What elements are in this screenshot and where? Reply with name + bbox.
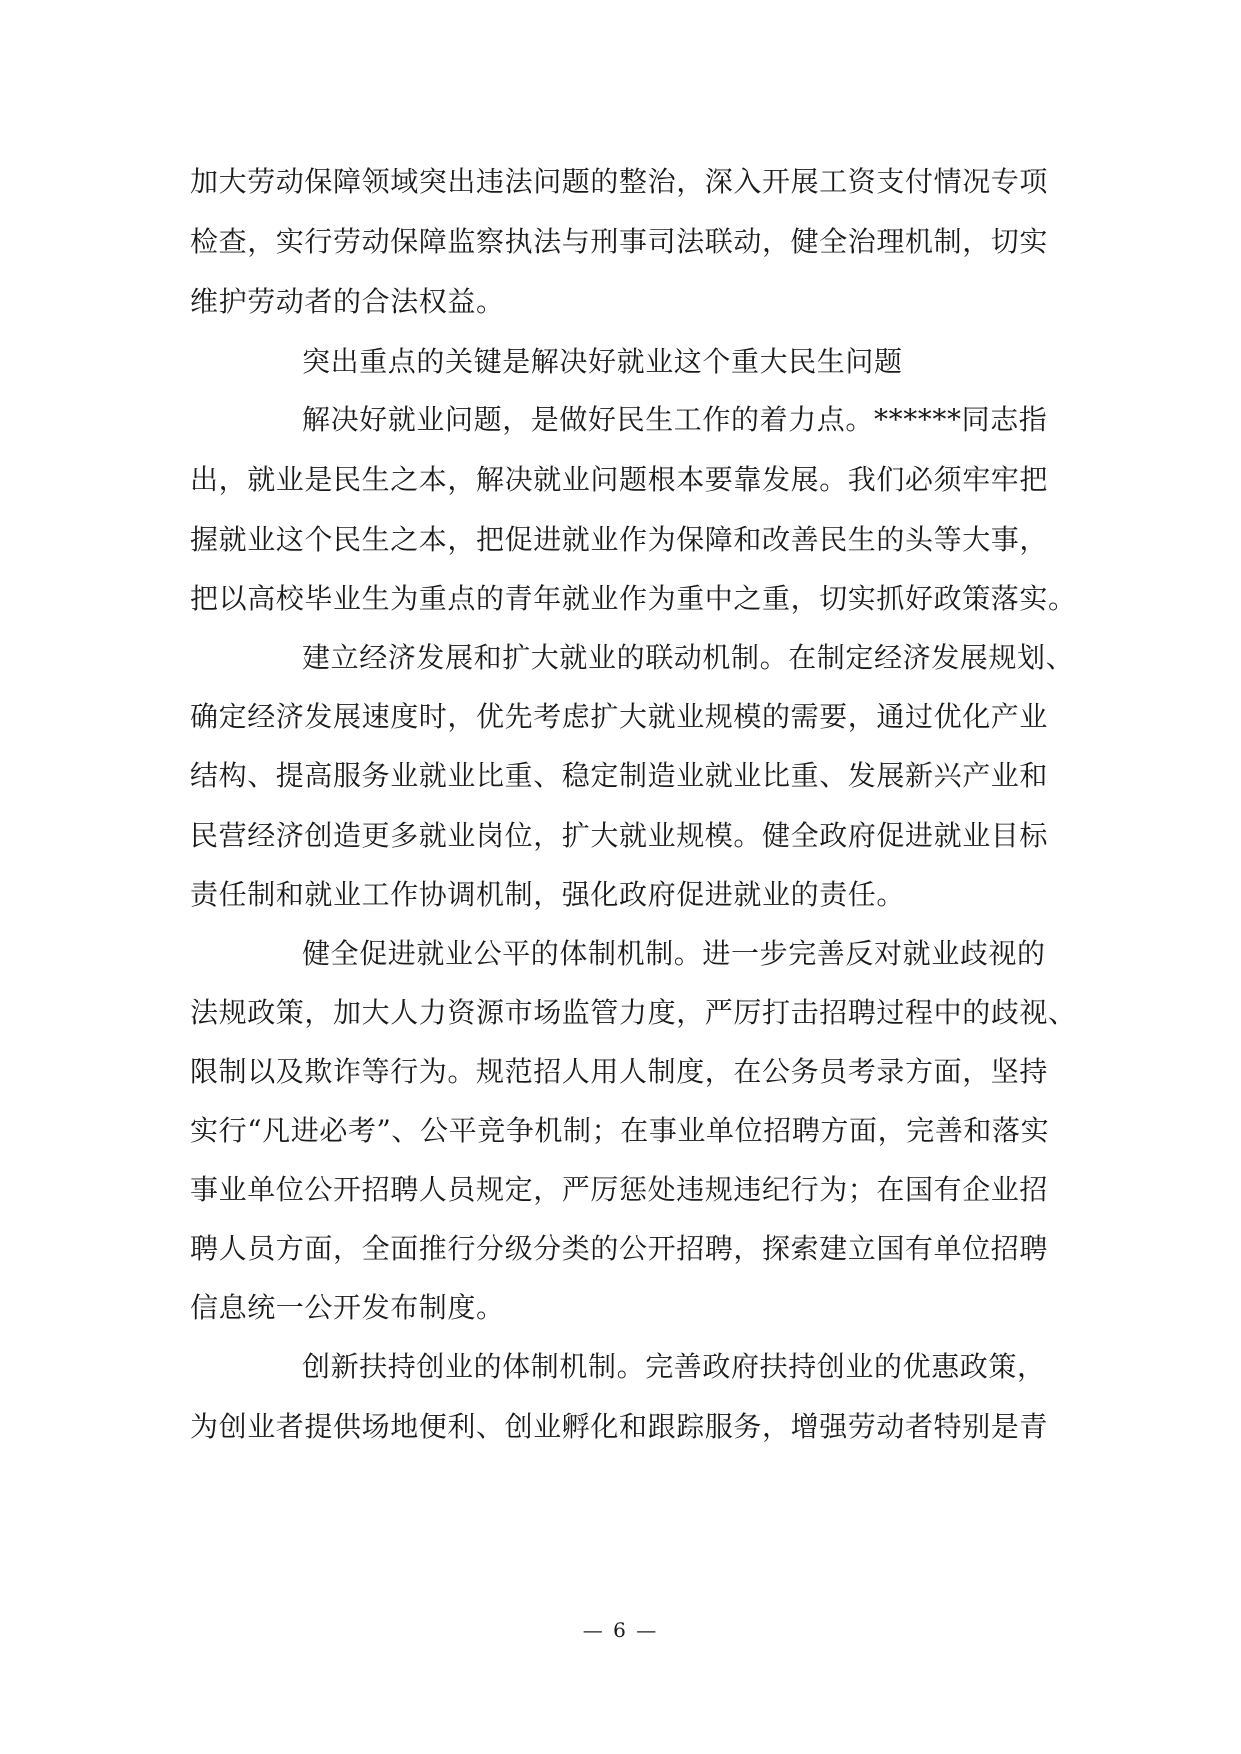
body-line: 检查，实行劳动保障监察执法与刑事司法联动，健全治理机制，切实 xyxy=(190,225,1049,258)
body-line: 民营经济创造更多就业岗位，扩大就业规模。健全政府促进就业目标 xyxy=(190,819,1049,852)
body-line: 信息统一公开发布制度。 xyxy=(190,1291,505,1324)
body-line: 结构、提高服务业就业比重、稳定制造业就业比重、发展新兴产业和 xyxy=(190,759,1049,792)
body-line: 建立经济发展和扩大就业的联动机制。在制定经济发展规划、 xyxy=(302,641,1075,674)
body-line: 出，就业是民生之本，解决就业问题根本要靠发展。我们必须牢牢把 xyxy=(190,463,1049,496)
body-line: 法规政策，加大人力资源市场监管力度，严厉打击招聘过程中的歧视、 xyxy=(190,996,1077,1029)
body-line: 限制以及欺诈等行为。规范招人用人制度，在公务员考录方面，坚持 xyxy=(190,1055,1049,1088)
body-line: 把以高校毕业生为重点的青年就业作为重中之重，切实抓好政策落实。 xyxy=(190,582,1077,615)
body-line: 健全促进就业公平的体制机制。进一步完善反对就业歧视的 xyxy=(302,937,1046,970)
section-heading: 突出重点的关键是解决好就业这个重大民生问题 xyxy=(302,345,903,378)
body-line: 聘人员方面，全面推行分级分类的公开招聘，探索建立国有单位招聘 xyxy=(190,1232,1049,1265)
body-line: 解决好就业问题，是做好民生工作的着力点。******同志指 xyxy=(302,403,1048,436)
body-line: 为创业者提供场地便利、创业孵化和跟踪服务，增强劳动者特别是青 xyxy=(190,1410,1049,1443)
page-number: — 6 — xyxy=(582,1618,659,1642)
body-line: 维护劳动者的合法权益。 xyxy=(190,285,505,318)
body-line: 加大劳动保障领域突出违法问题的整治，深入开展工资支付情况专项 xyxy=(190,165,1049,198)
body-line: 创新扶持创业的体制机制。完善政府扶持创业的优惠政策， xyxy=(302,1350,1046,1383)
body-line: 实行“凡进必考”、公平竞争机制；在事业单位招聘方面，完善和落实 xyxy=(190,1114,1050,1147)
body-line: 事业单位公开招聘人员规定，严厉惩处违规违纪行为；在国有企业招 xyxy=(190,1173,1049,1206)
body-line: 确定经济发展速度时，优先考虑扩大就业规模的需要，通过优化产业 xyxy=(190,700,1049,733)
body-line: 握就业这个民生之本，把促进就业作为保障和改善民生的头等大事， xyxy=(190,523,1049,556)
body-line: 责任制和就业工作协调机制，强化政府促进就业的责任。 xyxy=(190,878,906,911)
